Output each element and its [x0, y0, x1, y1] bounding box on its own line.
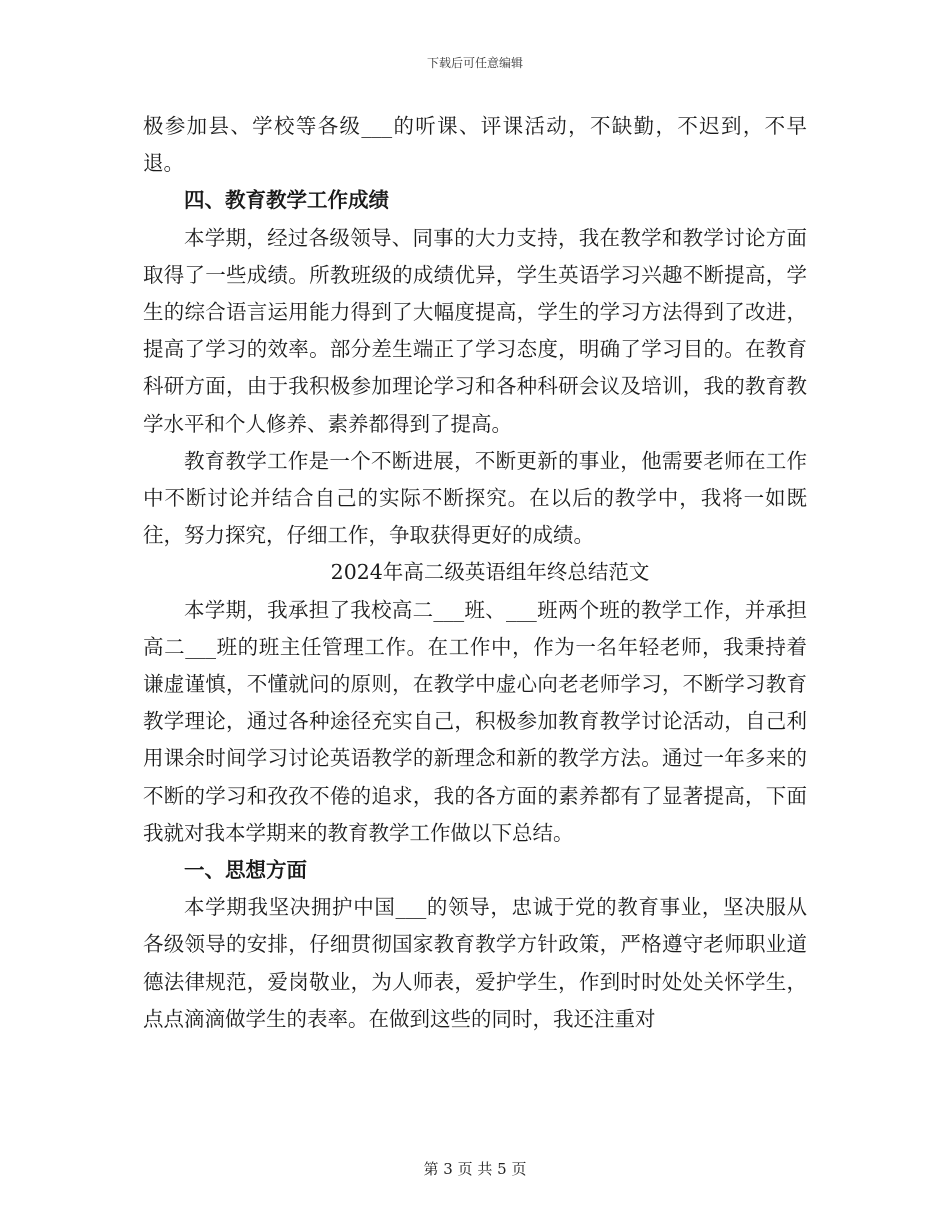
section-heading-ideology: 一、思想方面 — [184, 858, 307, 883]
paragraph-achievements: 本学期，经过各级领导、同事的大力支持，我在教学和教学讨论方面取得了一些成绩。所教班级的成绩优异，学生英语学习兴趣不断提高，学生的综合语言运用能力得到了大幅度提高，学生的学习方法得到了改进，提高了学习的效率。部分差生端正了学习态度，明确了学习目的。在教育科研方面，由于我积极参加理论学习和各种科研会议及培训，我的教育教学水平和个人修养、素养都得到了提高。 — [143, 225, 807, 436]
page-number-footer: 第 3 页 共 5 页 — [423, 1160, 527, 1178]
section-heading-achievements: 四、教育教学工作成绩 — [184, 188, 389, 213]
paragraph-ideology: 本学期我坚决拥护中国___的领导，忠诚于党的教育事业，坚决服从各级领导的安排，仔细贯彻国家教育教学方针政策，严格遵守老师职业道德法律规范，爱岗敬业，为人师表，爱护学生，作到时时处处关怀学生，点点滴滴做学生的表率。在做到这些的同时，我还注重对 — [143, 895, 807, 1031]
page-header-note: 下载后可任意编辑 — [426, 56, 523, 70]
document-title: 2024年高二级英语组年终总结范文 — [330, 560, 650, 585]
paragraph-continuation: 极参加县、学校等各级___的听课、评课活动，不缺勤，不迟到，不早退。 — [143, 114, 807, 176]
paragraph-outlook: 教育教学工作是一个不断进展，不断更新的事业，他需要老师在工作中不断讨论并结合自己的实际不断探究。在以后的教学中，我将一如既往，努力探究，仔细工作，争取获得更好的成绩。 — [143, 448, 807, 548]
document-body — [143, 108, 807, 1038]
paragraph-intro: 本学期，我承担了我校高二___班、___班两个班的教学工作，并承担高二___班的班主任管理工作。在工作中，作为一名年轻老师，我秉持着谦虚谨慎，不懂就问的原则，在教学中虚心向老老师学习，不断学习教育教学理论，通过各种途径充实自己，积极参加教育教学讨论活动，自己利用课余时间学习讨论英语教学的新理念和新的教学方法。通过一年多来的不断的学习和孜孜不倦的追求，我的各方面的素养都有了显著提高，下面我就对我本学期来的教育教学工作做以下总结。 — [143, 597, 807, 845]
